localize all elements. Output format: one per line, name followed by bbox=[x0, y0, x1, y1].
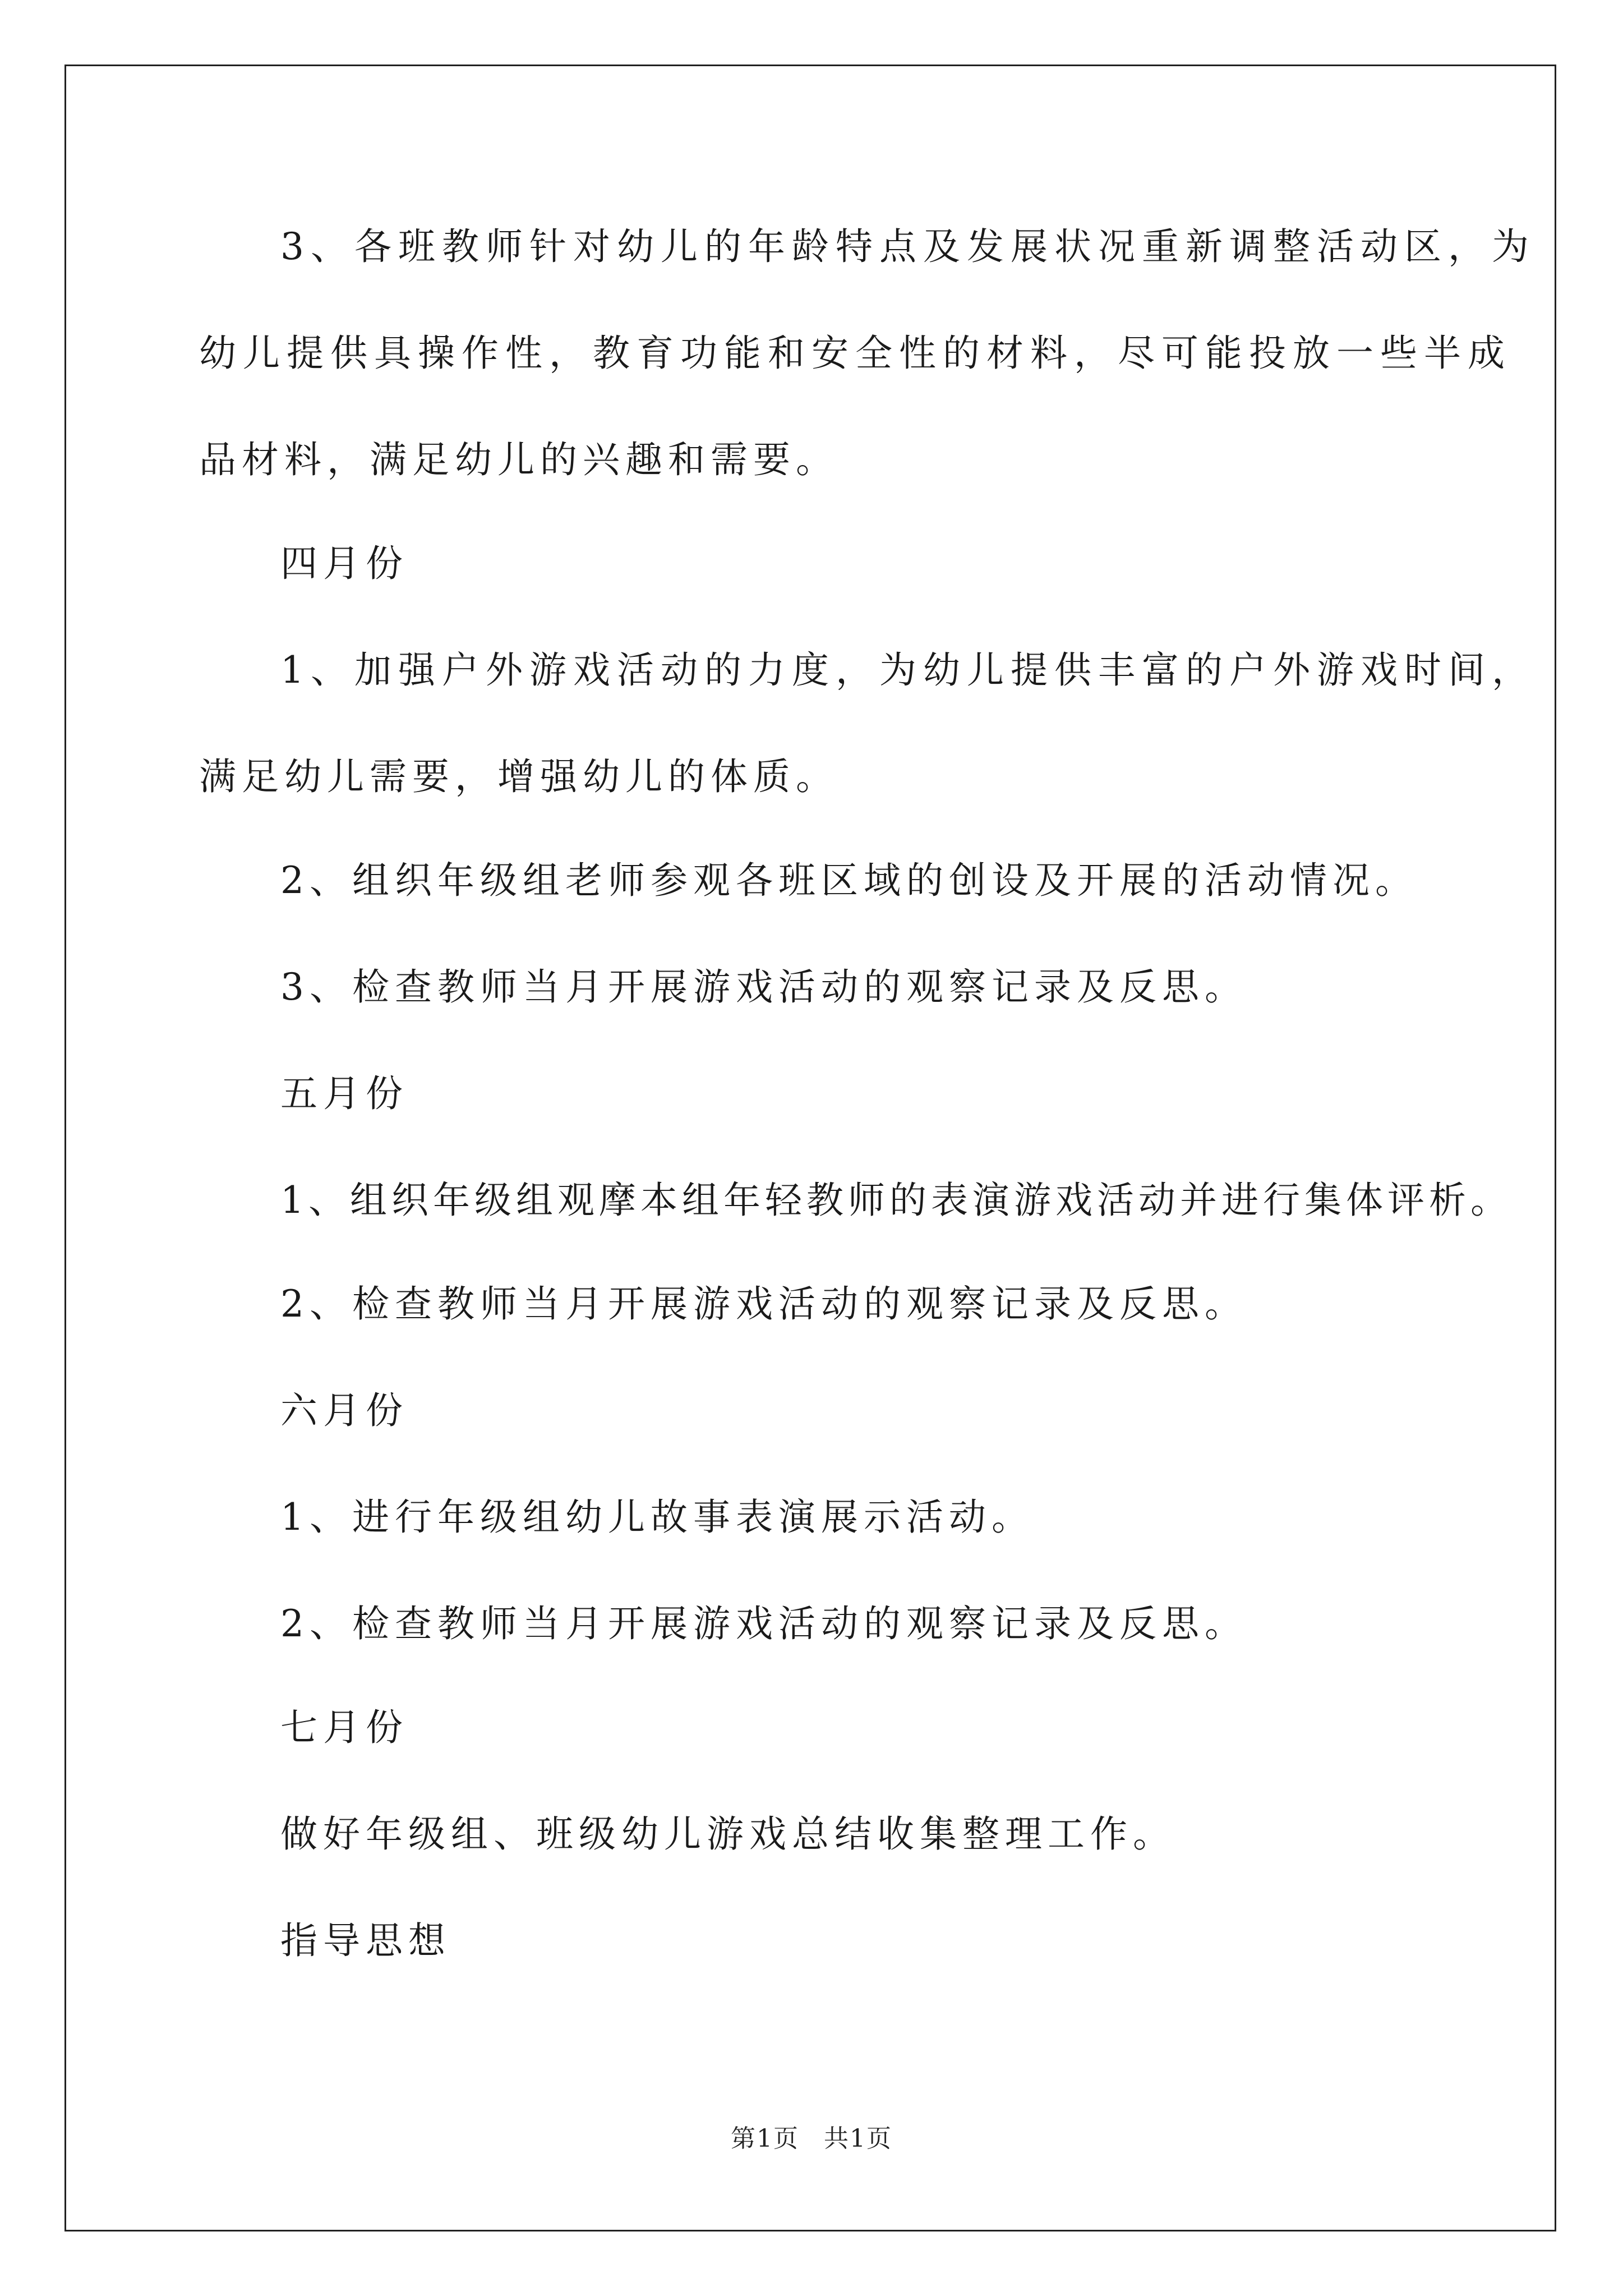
section-heading: 六月份 bbox=[280, 1389, 408, 1432]
paragraph-line: 2、检查教师当月开展游戏活动的观察记录及反思。 bbox=[280, 1602, 1247, 1645]
paragraph-line: 做好年级组、班级幼儿游戏总结收集整理工作。 bbox=[280, 1812, 1175, 1856]
paragraph-line: 3、各班教师针对幼儿的年龄特点及发展状况重新调整活动区，为 bbox=[280, 225, 1536, 268]
paragraph-line: 品材料，满足幼儿的兴趣和需要。 bbox=[199, 438, 838, 481]
paragraph-line: 2、检查教师当月开展游戏活动的观察记录及反思。 bbox=[280, 1282, 1247, 1326]
paragraph-line: 1、组织年级组观摩本组年轻教师的表演游戏活动并进行集体评析。 bbox=[280, 1179, 1512, 1222]
section-heading: 指导思想 bbox=[280, 1919, 451, 1962]
paragraph-line: 满足幼儿需要，增强幼儿的体质。 bbox=[199, 755, 838, 798]
paragraph-line: 3、检查教师当月开展游戏活动的观察记录及反思。 bbox=[280, 965, 1247, 1009]
paragraph-line: 1、进行年级组幼儿故事表演展示活动。 bbox=[280, 1496, 1034, 1539]
section-heading: 四月份 bbox=[280, 542, 408, 585]
section-heading: 七月份 bbox=[280, 1706, 408, 1749]
paragraph-line: 2、组织年级组老师参观各班区域的创设及开展的活动情况。 bbox=[280, 859, 1418, 902]
paragraph-line: 幼儿提供具操作性，教育功能和安全性的材料，尽可能投放一些半成 bbox=[199, 332, 1511, 375]
section-heading: 五月份 bbox=[280, 1072, 408, 1115]
page-footer bbox=[0, 2123, 1623, 2155]
page-number: 第1页 bbox=[731, 2124, 799, 2153]
paragraph-line: 1、加强户外游戏活动的力度，为幼儿提供丰富的户外游戏时间， bbox=[280, 648, 1536, 692]
page-total: 共1页 bbox=[824, 2124, 892, 2153]
